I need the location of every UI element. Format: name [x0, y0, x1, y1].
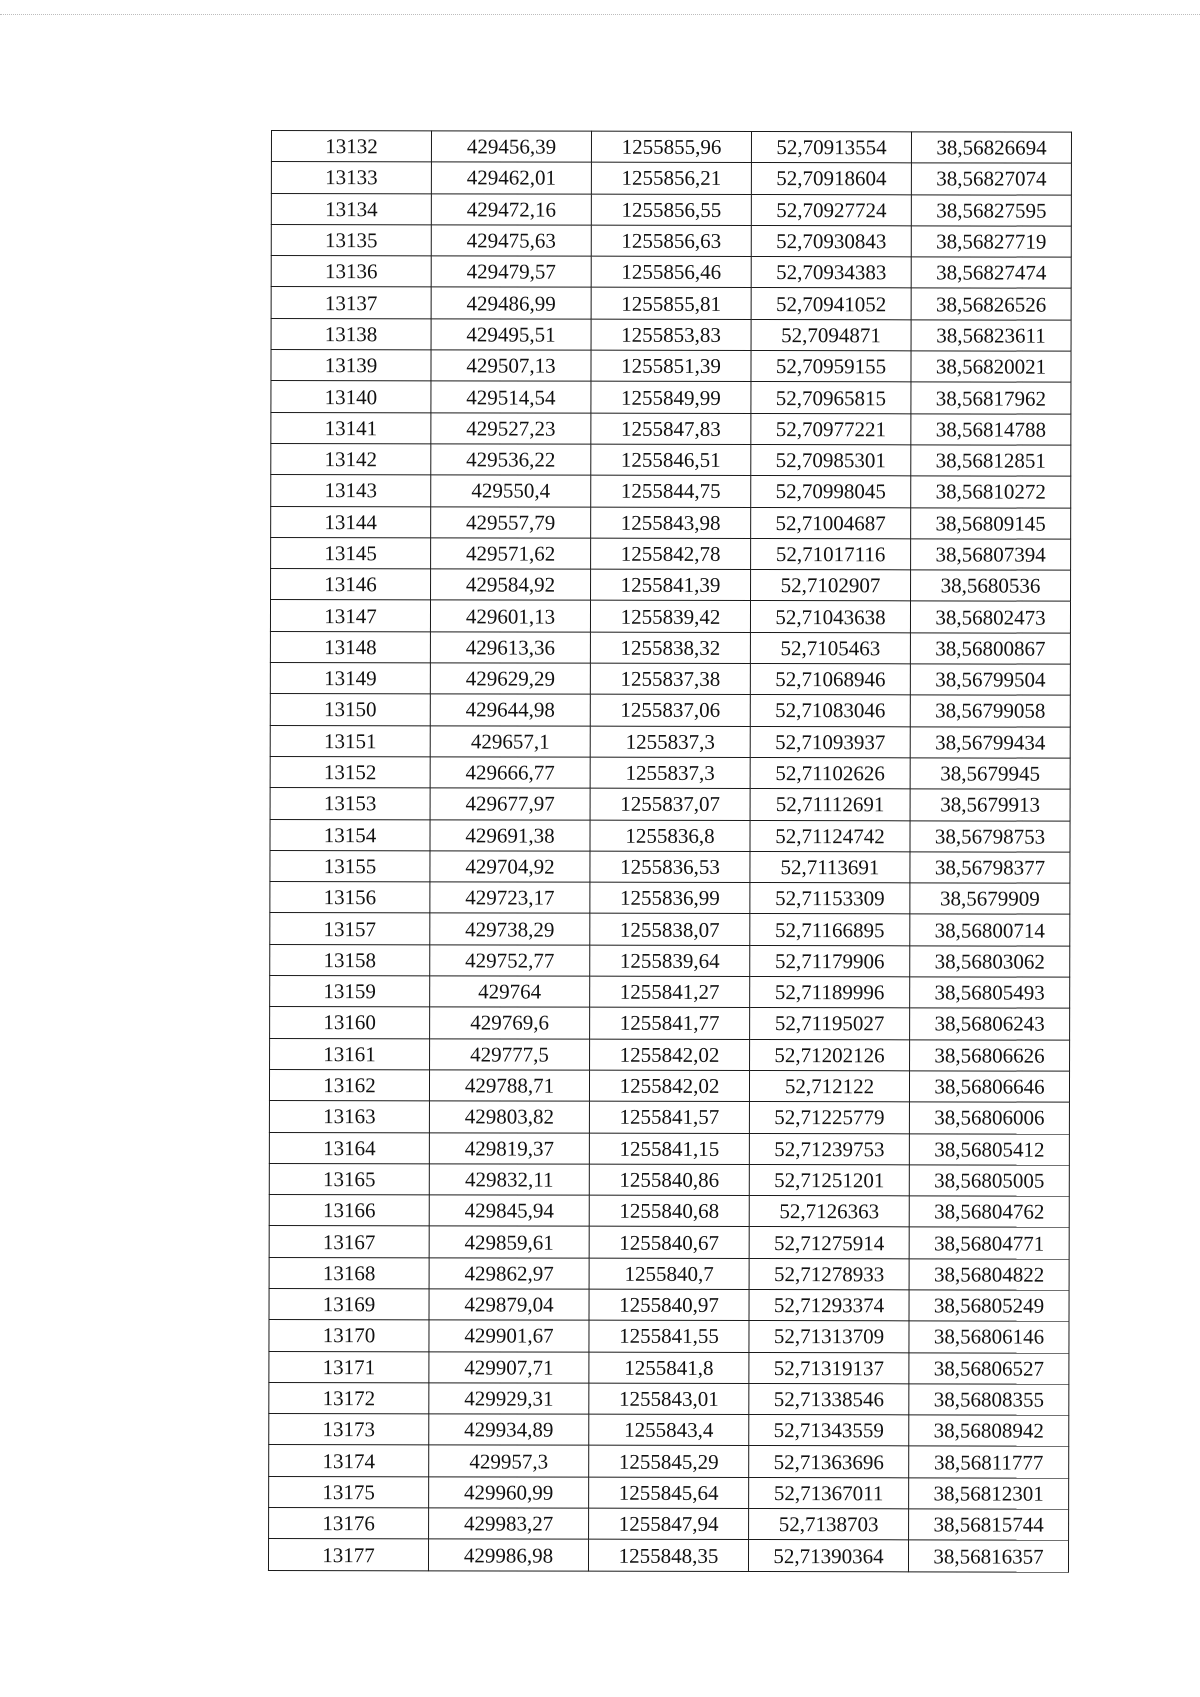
y-coordinate-cell: 1255846,51	[591, 444, 751, 476]
latitude-cell: 52,71004687	[751, 507, 911, 539]
y-coordinate-cell: 1255841,15	[589, 1133, 749, 1165]
point-number-cell: 13169	[269, 1288, 429, 1320]
longitude-cell: 38,56806243	[910, 1008, 1070, 1040]
table-row	[269, 1445, 1069, 1478]
latitude-cell: 52,70918604	[751, 163, 911, 195]
x-coordinate-cell: 429862,97	[429, 1258, 589, 1290]
longitude-cell: 38,56810272	[911, 476, 1071, 508]
x-coordinate-cell: 429462,01	[431, 162, 591, 194]
point-number-cell: 13168	[269, 1257, 429, 1289]
latitude-cell: 52,70934383	[751, 257, 911, 289]
longitude-cell: 38,56827474	[911, 257, 1071, 289]
latitude-cell: 52,71367011	[749, 1477, 909, 1509]
x-coordinate-cell: 429723,17	[430, 882, 590, 914]
x-coordinate-cell: 429960,99	[429, 1477, 589, 1509]
x-coordinate-cell: 429752,77	[430, 945, 590, 977]
latitude-cell: 52,71390364	[748, 1540, 908, 1572]
table-row	[270, 788, 1070, 821]
latitude-cell: 52,70985301	[751, 444, 911, 476]
y-coordinate-cell: 1255856,46	[591, 256, 751, 288]
latitude-cell: 52,70998045	[751, 476, 911, 508]
y-coordinate-cell: 1255855,81	[591, 288, 751, 320]
longitude-cell: 38,56814788	[911, 414, 1071, 446]
longitude-cell: 38,56804822	[909, 1259, 1069, 1291]
x-coordinate-cell: 429832,11	[429, 1164, 589, 1196]
table-row	[269, 1476, 1069, 1509]
longitude-cell: 38,5679909	[910, 883, 1070, 915]
point-number-cell: 13172	[269, 1382, 429, 1414]
y-coordinate-cell: 1255856,63	[591, 225, 751, 257]
table-row	[271, 318, 1071, 351]
latitude-cell: 52,70977221	[751, 413, 911, 445]
point-number-cell: 13175	[269, 1476, 429, 1508]
y-coordinate-cell: 1255836,8	[590, 820, 750, 852]
longitude-cell: 38,56815744	[909, 1509, 1069, 1541]
longitude-cell: 38,56802473	[910, 601, 1070, 633]
y-coordinate-cell: 1255837,06	[590, 695, 750, 727]
table-row	[269, 1101, 1069, 1134]
longitude-cell: 38,56808942	[909, 1415, 1069, 1447]
x-coordinate-cell: 429704,92	[430, 851, 590, 883]
table-row	[269, 1132, 1069, 1165]
point-number-cell: 13159	[270, 976, 430, 1008]
point-number-cell: 13151	[270, 725, 430, 757]
x-coordinate-cell: 429475,63	[431, 225, 591, 257]
longitude-cell: 38,56809145	[911, 507, 1071, 539]
point-number-cell: 13148	[270, 631, 430, 663]
x-coordinate-cell: 429777,5	[430, 1038, 590, 1070]
y-coordinate-cell: 1255853,83	[591, 319, 751, 351]
latitude-cell: 52,71124742	[750, 820, 910, 852]
table-row	[270, 819, 1070, 852]
scan-edge-line	[0, 14, 1200, 15]
latitude-cell: 52,71153309	[750, 883, 910, 915]
point-number-cell: 13150	[270, 694, 430, 726]
point-number-cell: 13176	[269, 1508, 429, 1540]
longitude-cell: 38,56803062	[910, 946, 1070, 978]
table-row	[270, 913, 1070, 946]
y-coordinate-cell: 1255837,3	[590, 726, 750, 758]
latitude-cell: 52,71112691	[750, 789, 910, 821]
latitude-cell: 52,70930843	[751, 225, 911, 257]
table-row	[270, 663, 1070, 696]
y-coordinate-cell: 1255844,75	[591, 475, 751, 507]
y-coordinate-cell: 1255847,83	[591, 413, 751, 445]
x-coordinate-cell: 429550,4	[431, 475, 591, 507]
x-coordinate-cell: 429901,67	[429, 1320, 589, 1352]
longitude-cell: 38,56827074	[911, 163, 1071, 195]
point-number-cell: 13161	[270, 1038, 430, 1070]
table-row	[269, 1195, 1069, 1228]
point-number-cell: 13137	[271, 287, 431, 319]
latitude-cell: 52,71166895	[750, 914, 910, 946]
point-number-cell: 13162	[269, 1069, 429, 1101]
longitude-cell: 38,56827595	[911, 194, 1071, 226]
x-coordinate-cell: 429514,54	[431, 381, 591, 413]
latitude-cell: 52,71179906	[750, 945, 910, 977]
table-row	[271, 506, 1071, 539]
table-row	[269, 1226, 1069, 1259]
x-coordinate-cell: 429907,71	[429, 1351, 589, 1383]
y-coordinate-cell: 1255839,64	[590, 945, 750, 977]
latitude-cell: 52,7126363	[749, 1196, 909, 1228]
y-coordinate-cell: 1255838,32	[590, 632, 750, 664]
table-row	[270, 882, 1070, 915]
table-row	[270, 725, 1070, 758]
table-row	[271, 162, 1071, 195]
table-row	[271, 475, 1071, 508]
table-row	[270, 1007, 1070, 1040]
latitude-cell: 52,7113691	[750, 851, 910, 883]
latitude-cell: 52,70941052	[751, 288, 911, 320]
y-coordinate-cell: 1255842,78	[591, 538, 751, 570]
x-coordinate-cell: 429769,6	[430, 1007, 590, 1039]
x-coordinate-cell: 429629,29	[430, 663, 590, 695]
point-number-cell: 13170	[269, 1320, 429, 1352]
x-coordinate-cell: 429657,1	[430, 725, 590, 757]
y-coordinate-cell: 1255843,98	[591, 507, 751, 539]
latitude-cell: 52,71102626	[750, 757, 910, 789]
table-row	[269, 1414, 1069, 1447]
latitude-cell: 52,71293374	[749, 1289, 909, 1321]
latitude-cell: 52,71278933	[749, 1258, 909, 1290]
longitude-cell: 38,56798753	[910, 820, 1070, 852]
y-coordinate-cell: 1255837,3	[590, 757, 750, 789]
latitude-cell: 52,7094871	[751, 319, 911, 351]
latitude-cell: 52,71189996	[750, 977, 910, 1009]
x-coordinate-cell: 429879,04	[429, 1289, 589, 1321]
x-coordinate-cell: 429584,92	[431, 569, 591, 601]
table-row	[270, 631, 1070, 664]
longitude-cell: 38,56823611	[911, 320, 1071, 352]
x-coordinate-cell: 429571,62	[431, 538, 591, 570]
point-number-cell: 13160	[270, 1007, 430, 1039]
point-number-cell: 13136	[271, 256, 431, 288]
y-coordinate-cell: 1255838,07	[590, 914, 750, 946]
y-coordinate-cell: 1255845,29	[589, 1446, 749, 1478]
table-row	[271, 193, 1071, 226]
x-coordinate-cell: 429479,57	[431, 256, 591, 288]
point-number-cell: 13145	[271, 537, 431, 569]
point-number-cell: 13142	[271, 443, 431, 475]
point-number-cell: 13155	[270, 850, 430, 882]
x-coordinate-cell: 429456,39	[431, 131, 591, 163]
point-number-cell: 13146	[271, 569, 431, 601]
coordinates-table-body	[268, 131, 1071, 1572]
y-coordinate-cell: 1255839,42	[590, 601, 750, 633]
table-row	[270, 600, 1070, 633]
x-coordinate-cell: 429677,97	[430, 788, 590, 820]
longitude-cell: 38,56805249	[909, 1290, 1069, 1322]
y-coordinate-cell: 1255849,99	[591, 382, 751, 414]
point-number-cell: 13141	[271, 412, 431, 444]
x-coordinate-cell: 429859,61	[429, 1226, 589, 1258]
table-row	[270, 944, 1070, 977]
x-coordinate-cell: 429644,98	[430, 694, 590, 726]
latitude-cell: 52,71225779	[749, 1102, 909, 1134]
y-coordinate-cell: 1255856,21	[591, 162, 751, 194]
point-number-cell: 13174	[269, 1445, 429, 1477]
longitude-cell: 38,56798377	[910, 852, 1070, 884]
x-coordinate-cell: 429495,51	[431, 319, 591, 351]
table-row	[271, 381, 1071, 414]
longitude-cell: 38,56808355	[909, 1384, 1069, 1416]
y-coordinate-cell: 1255847,94	[589, 1508, 749, 1540]
latitude-cell: 52,71363696	[749, 1446, 909, 1478]
table-row	[270, 850, 1070, 883]
point-number-cell: 13154	[270, 819, 430, 851]
point-number-cell: 13171	[269, 1351, 429, 1383]
point-number-cell: 13164	[269, 1132, 429, 1164]
longitude-cell: 38,56799504	[910, 664, 1070, 696]
latitude-cell: 52,71251201	[749, 1164, 909, 1196]
table-row	[270, 756, 1070, 789]
x-coordinate-cell: 429788,71	[429, 1070, 589, 1102]
longitude-cell: 38,56804762	[909, 1196, 1069, 1228]
latitude-cell: 52,71239753	[749, 1133, 909, 1165]
table-row	[269, 1163, 1069, 1196]
y-coordinate-cell: 1255841,57	[589, 1101, 749, 1133]
table-row	[269, 1382, 1069, 1415]
point-number-cell: 13140	[271, 381, 431, 413]
table-row	[271, 256, 1071, 289]
longitude-cell: 38,56799058	[910, 695, 1070, 727]
x-coordinate-cell: 429957,3	[429, 1445, 589, 1477]
y-coordinate-cell: 1255836,99	[590, 882, 750, 914]
longitude-cell: 38,56805493	[910, 977, 1070, 1009]
latitude-cell: 52,71313709	[749, 1321, 909, 1353]
latitude-cell: 52,70913554	[751, 132, 911, 164]
coordinates-table	[268, 130, 1072, 1572]
point-number-cell: 13149	[270, 663, 430, 695]
latitude-cell: 52,70965815	[751, 382, 911, 414]
y-coordinate-cell: 1255848,35	[588, 1540, 748, 1572]
y-coordinate-cell: 1255841,27	[590, 976, 750, 1008]
x-coordinate-cell: 429738,29	[430, 913, 590, 945]
point-number-cell: 13138	[271, 318, 431, 350]
table-row	[269, 1288, 1069, 1321]
point-number-cell: 13152	[270, 756, 430, 788]
x-coordinate-cell: 429527,23	[431, 413, 591, 445]
x-coordinate-cell: 429986,98	[428, 1539, 588, 1571]
point-number-cell: 13163	[269, 1101, 429, 1133]
point-number-cell: 13153	[270, 788, 430, 820]
y-coordinate-cell: 1255855,96	[591, 131, 751, 163]
longitude-cell: 38,56816357	[908, 1540, 1068, 1572]
longitude-cell: 38,56805412	[909, 1133, 1069, 1165]
x-coordinate-cell: 429764	[430, 976, 590, 1008]
point-number-cell: 13158	[270, 944, 430, 976]
longitude-cell: 38,56826526	[911, 288, 1071, 320]
table-row	[270, 694, 1070, 727]
y-coordinate-cell: 1255842,02	[589, 1070, 749, 1102]
x-coordinate-cell: 429929,31	[429, 1383, 589, 1415]
latitude-cell: 52,70927724	[751, 194, 911, 226]
y-coordinate-cell: 1255845,64	[589, 1477, 749, 1509]
latitude-cell: 52,71319137	[749, 1352, 909, 1384]
point-number-cell: 13166	[269, 1195, 429, 1227]
longitude-cell: 38,56800714	[910, 914, 1070, 946]
latitude-cell: 52,7102907	[751, 570, 911, 602]
longitude-cell: 38,56805005	[909, 1165, 1069, 1197]
y-coordinate-cell: 1255840,7	[589, 1258, 749, 1290]
x-coordinate-cell: 429507,13	[431, 350, 591, 382]
y-coordinate-cell: 1255843,01	[589, 1383, 749, 1415]
table-row	[271, 224, 1071, 257]
y-coordinate-cell: 1255837,07	[590, 788, 750, 820]
longitude-cell: 38,5679945	[910, 758, 1070, 790]
y-coordinate-cell: 1255843,4	[589, 1414, 749, 1446]
x-coordinate-cell: 429613,36	[430, 632, 590, 664]
y-coordinate-cell: 1255840,68	[589, 1195, 749, 1227]
table-row	[271, 569, 1071, 602]
table-row	[269, 1351, 1069, 1384]
latitude-cell: 52,71093937	[750, 726, 910, 758]
x-coordinate-cell: 429472,16	[431, 193, 591, 225]
point-number-cell: 13173	[269, 1414, 429, 1446]
table-row	[269, 1320, 1069, 1353]
x-coordinate-cell: 429557,79	[431, 506, 591, 538]
y-coordinate-cell: 1255840,86	[589, 1164, 749, 1196]
point-number-cell: 13157	[270, 913, 430, 945]
y-coordinate-cell: 1255842,02	[590, 1039, 750, 1071]
point-number-cell: 13135	[271, 224, 431, 256]
point-number-cell: 13132	[271, 131, 431, 163]
point-number-cell: 13133	[271, 162, 431, 194]
table-row	[270, 976, 1070, 1009]
latitude-cell: 52,71275914	[749, 1227, 909, 1259]
x-coordinate-cell: 429845,94	[429, 1195, 589, 1227]
table-row	[269, 1508, 1069, 1541]
longitude-cell: 38,56826694	[911, 132, 1071, 164]
point-number-cell: 13147	[270, 600, 430, 632]
longitude-cell: 38,56812301	[909, 1478, 1069, 1510]
y-coordinate-cell: 1255840,97	[589, 1289, 749, 1321]
point-number-cell: 13165	[269, 1163, 429, 1195]
latitude-cell: 52,71202126	[750, 1039, 910, 1071]
y-coordinate-cell: 1255856,55	[591, 194, 751, 226]
table-row	[271, 131, 1071, 164]
y-coordinate-cell: 1255840,67	[589, 1227, 749, 1259]
longitude-cell: 38,56811777	[909, 1446, 1069, 1478]
longitude-cell: 38,56806146	[909, 1321, 1069, 1353]
table-row	[269, 1069, 1069, 1102]
latitude-cell: 52,71068946	[750, 664, 910, 696]
x-coordinate-cell: 429601,13	[430, 600, 590, 632]
point-number-cell: 13143	[271, 475, 431, 507]
y-coordinate-cell: 1255841,77	[590, 1007, 750, 1039]
x-coordinate-cell: 429691,38	[430, 819, 590, 851]
longitude-cell: 38,56820021	[911, 351, 1071, 383]
x-coordinate-cell: 429803,82	[429, 1101, 589, 1133]
point-number-cell: 13177	[268, 1539, 428, 1571]
longitude-cell: 38,56817962	[911, 382, 1071, 414]
table-row	[271, 443, 1071, 476]
longitude-cell: 38,5679913	[910, 789, 1070, 821]
longitude-cell: 38,56800867	[910, 633, 1070, 665]
y-coordinate-cell: 1255841,55	[589, 1320, 749, 1352]
point-number-cell: 13144	[271, 506, 431, 538]
y-coordinate-cell: 1255841,39	[591, 569, 751, 601]
longitude-cell: 38,56827719	[911, 226, 1071, 258]
longitude-cell: 38,56804771	[909, 1227, 1069, 1259]
latitude-cell: 52,712122	[749, 1070, 909, 1102]
x-coordinate-cell: 429983,27	[429, 1508, 589, 1540]
point-number-cell: 13156	[270, 882, 430, 914]
y-coordinate-cell: 1255837,38	[590, 663, 750, 695]
longitude-cell: 38,56812851	[911, 445, 1071, 477]
table-row	[269, 1257, 1069, 1290]
table-row	[270, 1038, 1070, 1071]
latitude-cell: 52,71338546	[749, 1383, 909, 1415]
latitude-cell: 52,70959155	[751, 351, 911, 383]
latitude-cell: 52,71343559	[749, 1415, 909, 1447]
longitude-cell: 38,5680536	[911, 570, 1071, 602]
point-number-cell: 13134	[271, 193, 431, 225]
longitude-cell: 38,56806626	[910, 1039, 1070, 1071]
latitude-cell: 52,7138703	[749, 1509, 909, 1541]
longitude-cell: 38,56806527	[909, 1352, 1069, 1384]
table-row	[271, 287, 1071, 320]
latitude-cell: 52,71195027	[750, 1008, 910, 1040]
latitude-cell: 52,71043638	[750, 601, 910, 633]
table-row	[268, 1539, 1068, 1572]
point-number-cell: 13167	[269, 1226, 429, 1258]
point-number-cell: 13139	[271, 350, 431, 382]
longitude-cell: 38,56806006	[909, 1102, 1069, 1134]
document-page	[271, 130, 1071, 1571]
x-coordinate-cell: 429486,99	[431, 287, 591, 319]
y-coordinate-cell: 1255841,8	[589, 1352, 749, 1384]
latitude-cell: 52,71083046	[750, 695, 910, 727]
y-coordinate-cell: 1255851,39	[591, 350, 751, 382]
latitude-cell: 52,71017116	[751, 538, 911, 570]
longitude-cell: 38,56799434	[910, 726, 1070, 758]
longitude-cell: 38,56806646	[909, 1071, 1069, 1103]
table-row	[271, 412, 1071, 445]
x-coordinate-cell: 429819,37	[429, 1132, 589, 1164]
x-coordinate-cell: 429536,22	[431, 444, 591, 476]
x-coordinate-cell: 429666,77	[430, 757, 590, 789]
table-row	[271, 537, 1071, 570]
longitude-cell: 38,56807394	[911, 539, 1071, 571]
x-coordinate-cell: 429934,89	[429, 1414, 589, 1446]
latitude-cell: 52,7105463	[750, 632, 910, 664]
y-coordinate-cell: 1255836,53	[590, 851, 750, 883]
table-row	[271, 350, 1071, 383]
